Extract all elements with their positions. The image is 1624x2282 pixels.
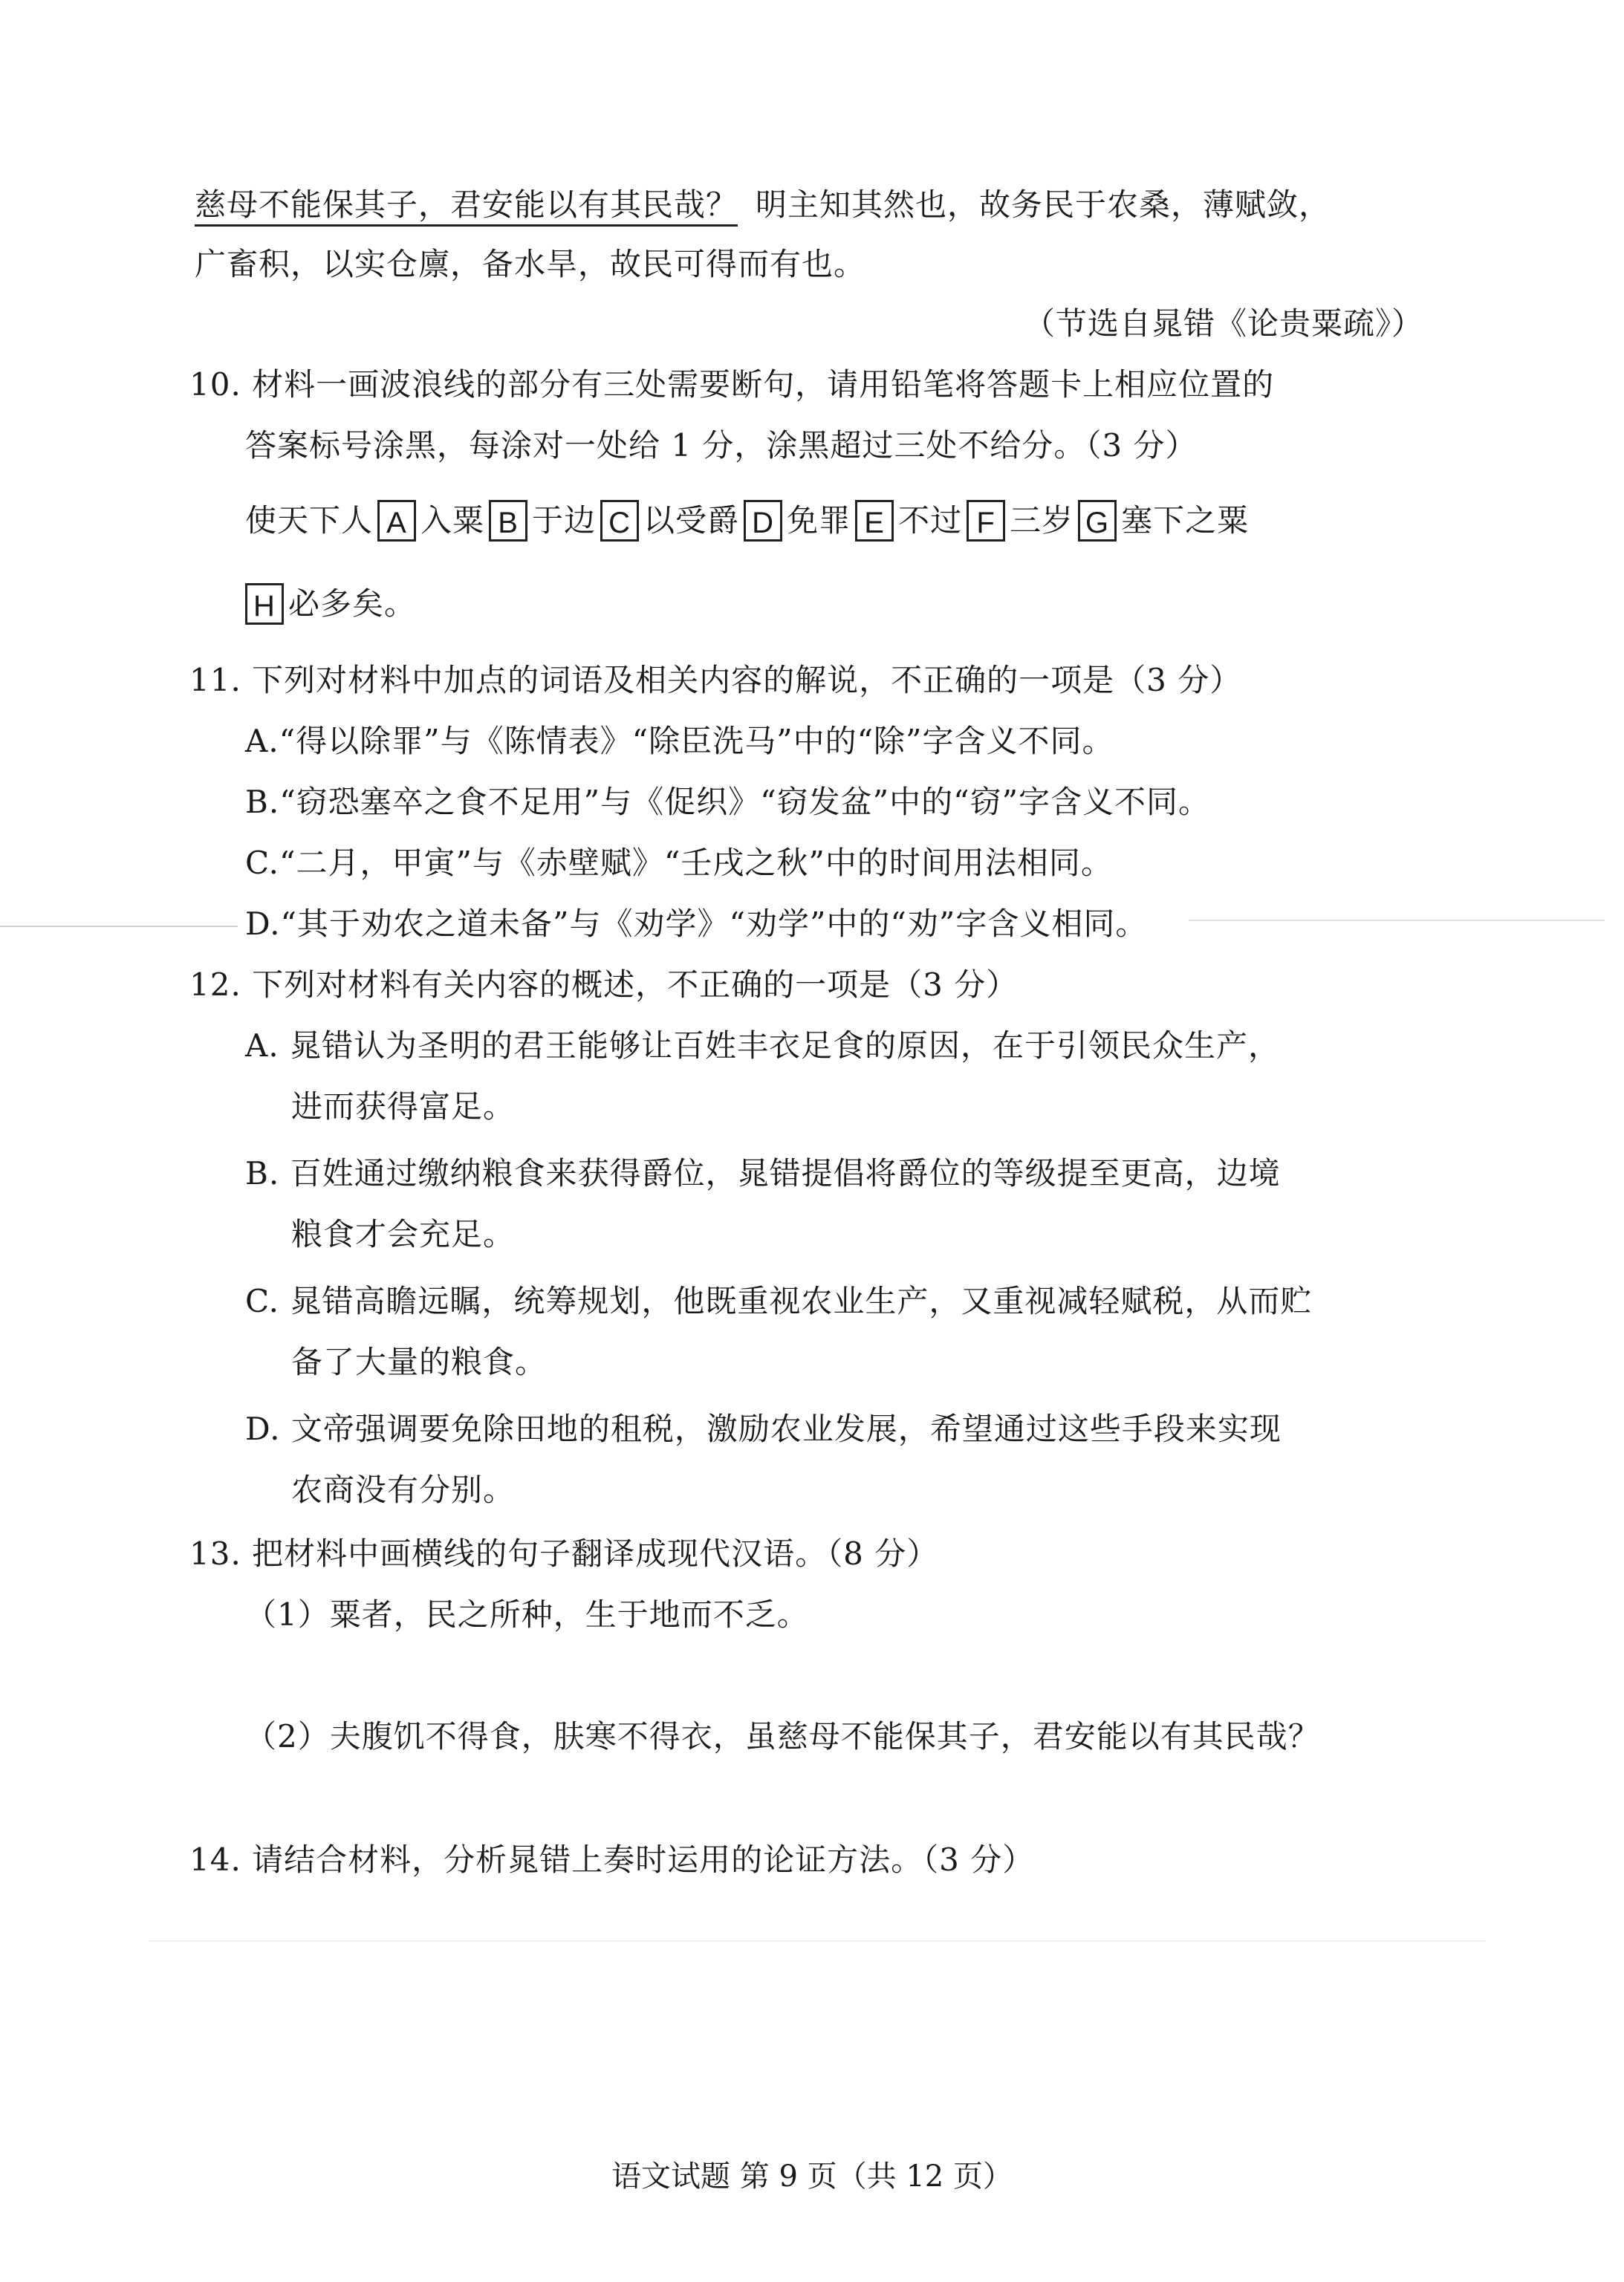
q10-stem-line-2: 答案标号涂黑，每涂对一处给 1 分，涂黑超过三处不给分。（3 分）	[245, 427, 1198, 464]
passage-line-1	[195, 184, 1331, 226]
q12-option-d-line-2: 农商没有分别。	[291, 1472, 516, 1508]
q10-answer-box-c[interactable]: C	[600, 500, 639, 542]
passage-line-1-rest: 明主知其然也，故务民于农桑，薄赋敛，	[756, 186, 1331, 223]
q10-answer-box-f[interactable]: F	[967, 500, 1005, 542]
passage-source: （节选自晁错《论贵粟疏》）	[1023, 305, 1423, 342]
q10-answer-box-d[interactable]: D	[744, 500, 782, 542]
q14-stem: 14. 请结合材料，分析晁错上奏时运用的论证方法。（3 分）	[189, 1841, 1035, 1878]
q12-option-a-line-2: 进而获得富足。	[291, 1088, 516, 1125]
q10-answer-box-h[interactable]: H	[245, 583, 284, 625]
q12-option-b-line-2: 粮食才会充足。	[291, 1216, 516, 1252]
q12-option-c-line-1: C. 晁错高瞻远瞩，统筹规划，他既重视农业生产，又重视减轻赋税，从而贮	[245, 1283, 1313, 1319]
q12-stem: 12. 下列对材料有关内容的概述，不正确的一项是（3 分）	[189, 966, 1019, 1003]
q10-answer-box-e[interactable]: E	[855, 500, 894, 542]
q13-sentence-1: （1）粟者，民之所种，生于地而不乏。	[245, 1596, 809, 1633]
q10-punctuation-sentence	[245, 498, 1249, 542]
scan-artifact-line	[1189, 920, 1605, 921]
q12-option-d-line-1: D. 文帝强调要免除田地的租税，激励农业发展，希望通过这些手段来实现	[245, 1411, 1282, 1447]
page-footer: 语文试题 第 9 页（共 12 页）	[611, 2159, 1013, 2194]
q11-option-d: D.“其于劝农之道未备”与《劝学》“劝学”中的“劝”字含义相同。	[245, 906, 1148, 942]
q11-option-c: C.“二月，甲寅”与《赤壁赋》“壬戌之秋”中的时间用法相同。	[245, 845, 1113, 881]
q10-segment: 三岁	[1010, 502, 1074, 539]
q13-stem: 13. 把材料中画横线的句子翻译成现代汉语。（8 分）	[189, 1535, 939, 1572]
scan-artifact-line	[149, 1940, 1486, 1942]
q12-option-a-line-1: A. 晁错认为圣明的君王能够让百姓丰衣足食的原因，在于引领民众生产，	[245, 1027, 1281, 1064]
underlined-sentence: 慈母不能保其子，君安能以有其民哉？	[195, 186, 738, 227]
q10-sentence-tail	[245, 581, 416, 625]
q10-answer-box-b[interactable]: B	[489, 500, 527, 542]
q10-segment: 以受爵	[643, 502, 740, 539]
q10-stem-line-1: 10. 材料一画波浪线的部分有三处需要断句，请用铅笔将答题卡上相应位置的	[189, 366, 1275, 403]
q13-sentence-2: （2）夫腹饥不得食，肤寒不得衣，虽慈母不能保其子，君安能以有其民哉？	[245, 1718, 1320, 1755]
q10-segment: 免罪	[787, 502, 851, 539]
q11-stem: 11. 下列对材料中加点的词语及相关内容的解说，不正确的一项是（3 分）	[189, 662, 1242, 698]
passage-line-2: 广畜积，以实仓廪，备水旱，故民可得而有也。	[195, 246, 866, 282]
q10-tail-text: 必多矣。	[288, 585, 417, 622]
q10-answer-box-a[interactable]: A	[377, 500, 416, 542]
q10-segment: 于边	[532, 502, 597, 539]
q11-option-a: A.“得以除罪”与《陈情表》“除臣洗马”中的“除”字含义不同。	[245, 723, 1114, 759]
q10-segment: 塞下之粟	[1121, 502, 1250, 539]
q12-option-b-line-1: B. 百姓通过缴纳粮食来获得爵位，晁错提倡将爵位的等级提至更高，边境	[245, 1155, 1281, 1192]
scan-artifact-line	[0, 926, 238, 927]
q11-option-b: B.“窃恐塞卒之食不足用”与《促织》“窃发盆”中的“窃”字含义不同。	[245, 784, 1211, 820]
q10-segment: 使天下人	[245, 502, 374, 539]
q10-segment: 入粟	[420, 502, 485, 539]
q10-segment: 不过	[898, 502, 963, 539]
q12-option-c-line-2: 备了大量的粮食。	[291, 1344, 548, 1380]
q10-answer-box-g[interactable]: G	[1078, 500, 1117, 542]
